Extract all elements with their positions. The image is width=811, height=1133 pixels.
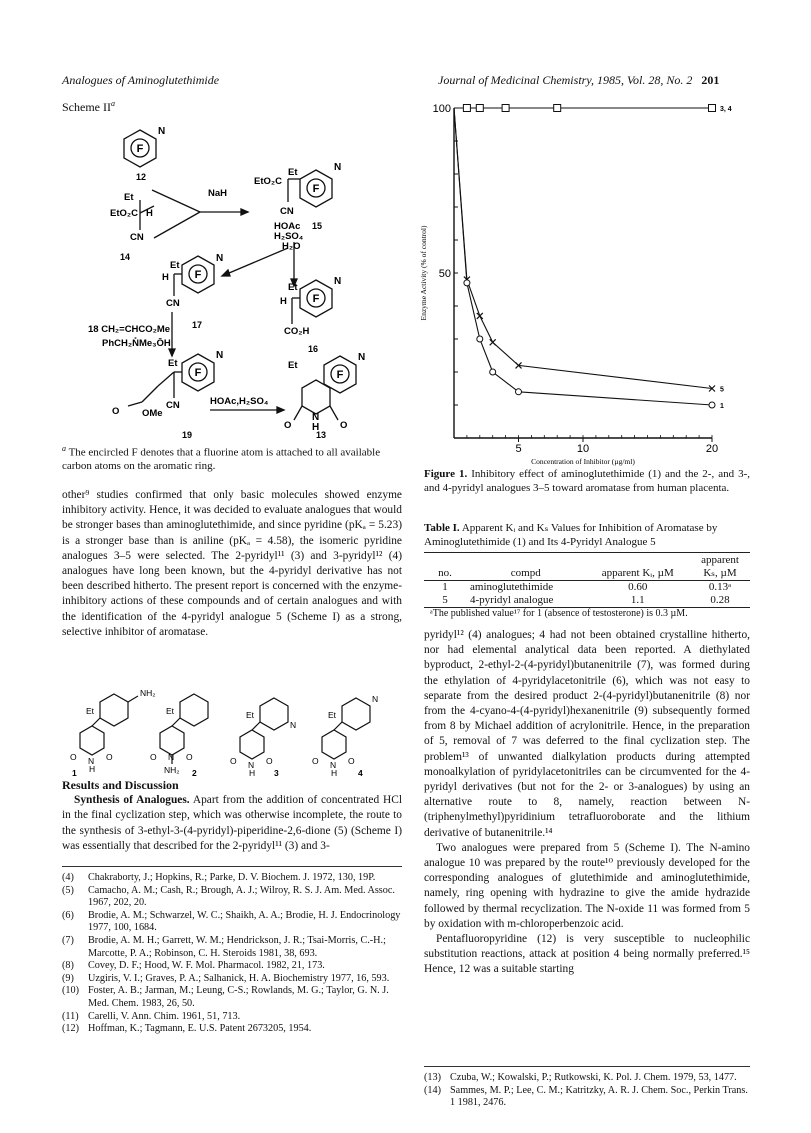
left-refs-rule [62,866,402,867]
imide-ring-4 [322,730,346,759]
svg-text:F: F [312,293,320,305]
ref-13: (13) Czuba, W.; Kowalski, P.; Rutkowski, K. Pol. J. Chem. 1979, 53, 1477. [424,1072,737,1083]
svg-text:H: H [146,208,153,219]
svg-text:Et: Et [124,192,134,203]
table-row: 5 4-pyridyl analogue 1.1 0.28 [442,594,730,606]
svg-text:O: O [266,756,273,766]
svg-text:O: O [284,420,292,431]
svg-text:H₂O: H₂O [282,241,301,252]
svg-text:O: O [312,756,319,766]
th-compd: compd [510,567,541,579]
svg-text:N: N [88,756,95,766]
svg-text:17: 17 [192,320,203,330]
svg-text:4: 4 [358,768,363,778]
svg-text:N: N [330,760,337,770]
svg-text:O: O [70,752,77,762]
svg-text:Et: Et [166,706,175,716]
svg-text:13: 13 [316,430,327,440]
figure-1-chart [412,90,752,470]
svg-text:HOAc: HOAc [274,221,301,232]
svg-text:NaH: NaH [208,188,228,199]
aryl-ring-1 [100,694,128,726]
svg-text:O: O [186,752,193,762]
svg-text:NH₂: NH₂ [164,765,180,775]
svg-text:16: 16 [308,344,319,354]
pyridyl-ring-3 [260,698,288,730]
right-references [424,1072,750,1110]
svg-text:OMe: OMe [142,408,163,419]
imide-ring-2 [160,726,184,755]
ref-10: (10) Foster, A. B.; Jarman, M.; Leung, C-S.; Rowlands, M. G.; Taylor, G. N. J. Med. Chem. 1983, 26, 50. [62,985,389,1009]
th-ks: apparent Kₛ, µM [701,554,739,579]
scheme-diagram [62,118,402,440]
svg-text:15: 15 [312,221,323,231]
data-point [709,402,715,408]
x-tick-label: 20 [705,443,719,455]
svg-text:12: 12 [136,172,147,182]
svg-text:O: O [106,752,113,762]
data-point [477,336,483,342]
left-body-2: Results and Discussion Synthesis of Analogues. Apart from the addition of concentrated HCl in the final cyclization step, which was otherwise incomplete, the route to the synthesis of 3-ethyl-3-(4-pyridyl)-piperidine-2,6-dione (5) (Scheme I) was essentially that described for the 2-pyridyl¹¹ (3) and 3- [62,778,402,852]
svg-text:N: N [358,352,366,363]
svg-text:CN: CN [280,206,294,217]
svg-text:N: N [248,760,255,770]
svg-text:H₂SO₄: H₂SO₄ [274,231,304,242]
data-point [476,105,483,112]
table-1 [424,552,750,619]
right-refs-rule [424,1066,750,1067]
ref-6: (6) Brodie, A. M.; Schwarzel, W. C.; Shaikh, A. A.; Brodie, H. J. Endocrinology 1977, 100, 1684. [62,909,401,934]
svg-text:EtO₂C: EtO₂C [110,208,138,219]
svg-text:F: F [194,367,202,379]
series-line-1 [454,108,712,405]
series-label: 5 [720,386,724,394]
svg-text:PhCH₂N̊Me₃ŌH: PhCH₂N̊Me₃ŌH [102,338,171,349]
ref-7: (7) Brodie, A. M. H.; Garrett, W. M.; Hendrickson, J. R.; Tsai-Morris, C.-H.; Marcotte, P. A.; Robinson, C. H. Steroids 1981, 38, 693. [62,934,386,959]
running-header-right [438,73,719,88]
ref-9: (9) Uzgiris, V. I.; Graves, P. A.; Salhanick, H. A. Biochemistry 1977, 16, 593. [62,972,390,984]
series-label: 1 [720,403,724,410]
imide-ring-1 [80,726,104,755]
svg-text:2: 2 [192,768,197,778]
right-body: pyridyl¹² (4) analogues; 4 had not been obtained crystalline hitherto, nor had elemental analytical data been reported. A diethylated byproduct, 2-ethyl-2-(4-pyridyl)butanenitrile (7), was formed during the ethylation of 4-pyridylacetonitrile (6), which was not easy to separate from the desired product 2-(4-pyridyl)butanenitrile (8) nor from the 4-cyano-4-(4-pyridyl)hexanenitrile (9) subsequently formed from 8 by Michael addition of acrylonitrile. Hence, in the preparation of 5, removal of 7 was deferred to the final cyclization step. The problem¹³ of unwanted dialkylation products during attempted monoalkylation of pyridylacetonitriles can be circumvented for the 4-pyridyl derivatives (but not for the 2- or 3-analogues) by using an alternative route to 8, namely, reaction between N-(triphenylmethyl)pyridinium tetrafluoroborate and the lithium derivative of butanenitrile.¹⁴ Two analogues were prepared from 5 (Scheme I). The N-amino analogue 10 was prepared by the route¹⁰ previously developed for the corresponding analogues of glutethimide and aminoglutethimide, namely, ring opening with hydrazine to give the amide hydrazide followed by thermal recyclization. The N-oxide 11 was formed from 5 by oxidation with m-chloroperbenzoic acid. Pentafluoropyridine (12) is very susceptible to nucleophilic substitution reactions, attack at position 4 being normally preferred.¹⁵ Hence, 12 was a suitable starting [424,629,750,976]
journal-name: Journal of Medicinal Chemistry, [438,73,594,87]
svg-text:Et: Et [328,710,337,720]
svg-text:19: 19 [182,430,193,440]
ref-12: (12) Hoffman, K.; Tagmann, E. U.S. Patent 2673205, 1954. [62,1023,312,1035]
svg-text:EtO₂C: EtO₂C [254,176,282,187]
imide-ring-3 [240,730,264,759]
chart-series [454,105,732,411]
th-ki: apparent Kᵢ, µM [601,567,674,579]
ref-8: (8) Covey, D. F.; Hood, W. F. Mol. Pharmacol. 1982, 21, 173. [62,960,325,972]
svg-text:Et: Et [246,710,255,720]
svg-text:Et: Et [288,167,298,178]
data-point [477,313,483,319]
svg-text:CN: CN [166,298,180,309]
svg-text:H: H [89,764,96,774]
series-line-5 [454,108,712,389]
x-axis-label: Concentration of Inhibitor (µg/ml) [531,457,635,466]
svg-text:1: 1 [72,768,77,778]
svg-text:O: O [112,406,120,417]
svg-text:H: H [162,272,169,283]
svg-text:F: F [194,269,202,281]
svg-text:N: N [372,694,379,704]
svg-text:CN: CN [166,400,180,411]
aryl-ring-2 [180,694,208,726]
y-tick-label: 50 [438,268,451,280]
svg-text:N: N [334,276,342,287]
ref-14: (14) Sammes, M. P.; Lee, C. M.; Katritzky, A. R. J. Chem. Soc., Perkin Trans. 1 1981, 2476. [424,1084,748,1109]
table-1-title: Table I. Apparent Kᵢ and Kₛ Values for Inhibition of Aromatase by Aminoglutethimide (1) and Its 4-Pyridyl Analogue 5 [424,522,718,548]
svg-text:H: H [249,768,256,778]
data-point [463,105,470,112]
figure-caption: Figure 1. Inhibitory effect of aminoglutethimide (1) and the 2-, and 3-, and 4-pyridyl analogues 3–5 toward aromatase from human placenta. [424,468,750,494]
svg-text:H: H [312,422,320,433]
svg-text:Et: Et [86,706,95,716]
svg-text:F: F [336,369,344,381]
svg-text:O: O [348,756,355,766]
journal-volume: 1985, Vol. 28, No. 2 [596,73,693,87]
svg-text:O: O [230,756,237,766]
th-no: no. [438,567,452,579]
svg-text:N: N [158,126,166,137]
data-point [709,105,716,112]
svg-text:N: N [312,412,320,423]
svg-text:Et: Et [288,360,298,371]
svg-text:Et: Et [288,282,298,293]
svg-text:N: N [216,350,224,361]
svg-text:CN: CN [130,232,144,243]
svg-text:3: 3 [274,768,279,778]
svg-text:H: H [280,296,287,307]
svg-text:14: 14 [120,252,131,262]
runin-heading: Synthesis of Analogues. [74,794,190,807]
data-point [490,339,496,345]
data-point [490,369,496,375]
x-tick-label: 10 [576,443,590,455]
left-references [62,872,402,1036]
table-row: 1 aminoglutethimide 0.60 0.13ᵃ [442,581,732,593]
series-label: 3, 4 [720,106,732,113]
svg-text:H: H [331,768,338,778]
section-heading: Results and Discussion [62,778,179,792]
structures-1-4 [62,678,402,778]
data-point [502,105,509,112]
svg-text:Et: Et [170,260,180,271]
scheme-title: Scheme $II^a$ [62,99,115,114]
pyridyl-ring-4 [342,698,370,730]
y-tick-label: 100 [432,103,451,115]
table-footnote: ᵃThe published value¹⁷ for 1 (absence of testosterone) is 0.3 µM. [430,608,688,619]
svg-text:18 CH₂=CHCO₂Me: 18 CH₂=CHCO₂Me [88,324,171,335]
svg-text:NH₂: NH₂ [140,688,156,698]
x-tick-label: 5 [515,443,522,455]
data-point [516,389,522,395]
data-point [464,280,470,286]
svg-text:HOAc,H₂SO₄: HOAc,H₂SO₄ [210,396,269,407]
svg-text:N: N [290,720,297,730]
ref-11: (11) Carelli, V. Ann. Chim. 1961, 51, 713. [62,1010,241,1022]
svg-text:N: N [168,752,175,762]
ref-5: (5) Camacho, A. M.; Cash, R.; Brough, A. J.; Wilroy, R. S. J. Am. Med. Assoc. 1967, 202, 20. [62,884,395,909]
running-header-left: Analogues of Aminoglutethimide [62,73,220,87]
ref-4: (4) Chakraborty, J.; Hopkins, R.; Parke, D. V. Biochem. J. 1972, 130, 19P. [62,872,376,883]
scheme-footnote: $^a$ The encircled F denotes that a fluorine atom is attached to all available carbon atoms on the aromatic ring. [62,444,381,473]
page-number: 201 [701,73,720,87]
svg-text:O: O [340,420,348,431]
svg-text:F: F [312,183,320,195]
svg-text:N: N [216,253,224,264]
left-body-1: other⁹ studies confirmed that only basic molecules showed enzyme inhibitory activity. Hence, it was decided to evaluate analogues that would be stronger bases than aminoglutethimide, and since pyridine (pKₐ = 5.23) is a stronger base than is aniline (pKₐ = 4.58), the isomeric pyridine analogues 3–5 were selected. The 2-pyridyl¹¹ (3) and 3-pyridyl¹² (4) analogues have long been known, but the 4-pyridyl derivative has not been described hitherto. The present report is concerned with the enzyme-inhibitory actions of these compounds and of certain analogues and with the identification of the 4-pyridyl analogue 5 (Scheme I) as a strong, selective inhibitor of aromatase. [62,489,402,638]
f-label: F [136,143,144,155]
svg-text:O: O [150,752,157,762]
svg-text:CO₂H: CO₂H [284,326,310,337]
y-axis-label: Enzyme Activity (% of control) [419,225,428,321]
svg-text:N: N [334,162,342,173]
svg-text:Et: Et [168,358,178,369]
data-point [554,105,561,112]
